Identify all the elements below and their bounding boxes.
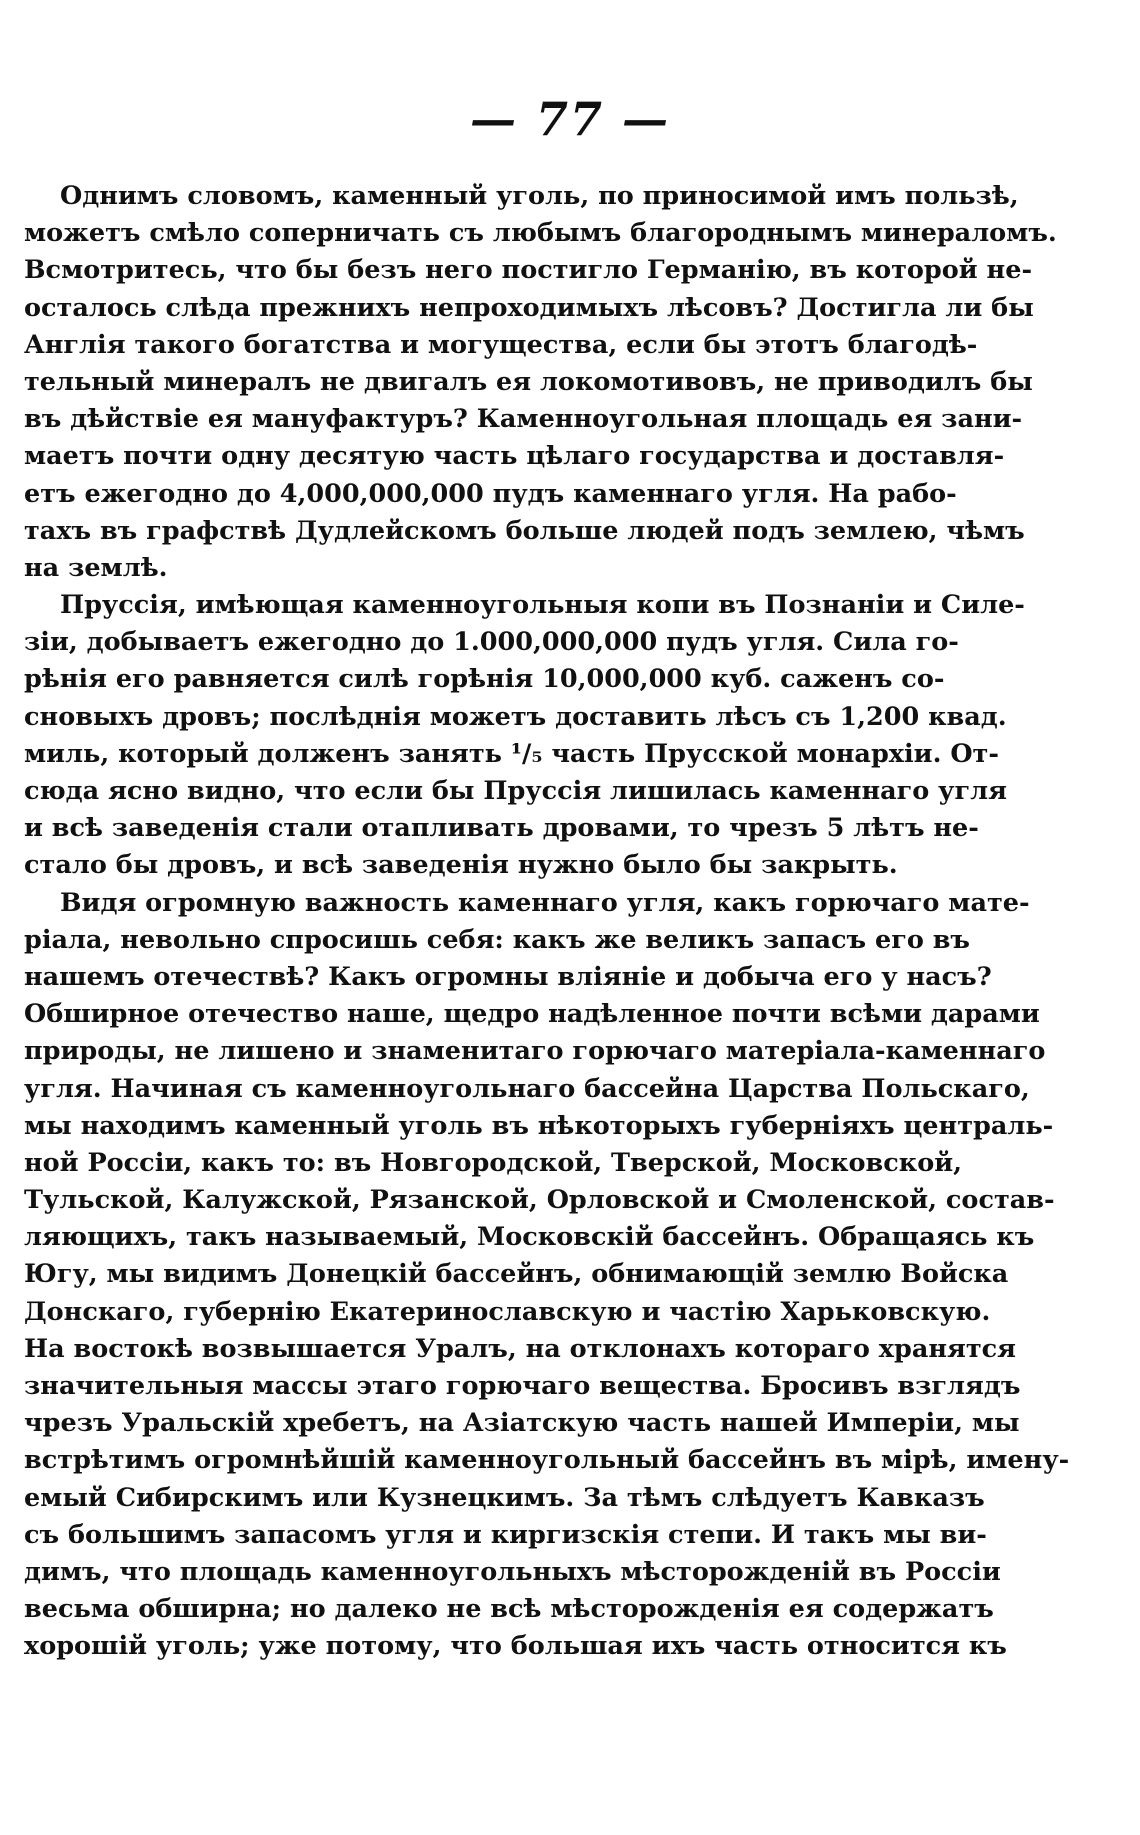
text-line: На востокѣ возвышается Уралъ, на отклонахъ котораго хранятся: [24, 1333, 1017, 1364]
text-line: хорошій уголь; уже потому, что большая ихъ часть относится къ: [24, 1631, 1007, 1662]
text-line: Обширное отечество наше, щедро надѣленное почти всѣми дарами: [24, 999, 1040, 1030]
text-line: ной Россіи, какъ то: въ Новгородской, Тверской, Московской,: [24, 1147, 963, 1178]
text-line: рѣнія его равняется силѣ горѣнія 10,000,000 куб. саженъ со-: [24, 664, 945, 695]
text-line: Пруссія, имѣющая каменноугольныя копи въ Познаніи и Силе-: [60, 590, 1025, 621]
text-line: миль, который долженъ занять ¹/₅ часть Прусской монархіи. От-: [24, 738, 999, 769]
text-line: весьма обширна; но далеко не всѣ мѣсторожденія ея содержатъ: [24, 1594, 994, 1625]
paragraph: [24, 885, 1070, 1666]
text-line: съ большимъ запасомъ угля и киргизскія степи. И такъ мы ви-: [24, 1519, 987, 1550]
text-line: ріала, невольно спросишь себя: какъ же великъ запасъ его въ: [24, 924, 970, 955]
text-line: Однимъ словомъ, каменный уголь, по приносимой имъ пользѣ,: [60, 181, 1019, 211]
text-line: встрѣтимъ огромнѣйшій каменноугольный бассейнъ въ мірѣ, имену-: [24, 1445, 1070, 1476]
text-line: сюда ясно видно, что если бы Пруссія лишилась каменнаго угля: [24, 776, 1007, 806]
text-line: въ дѣйствіе ея мануфактуръ? Каменноугольная площадь ея зани-: [24, 404, 1023, 435]
text-line: значительныя массы этаго горючаго вещества. Бросивъ взглядъ: [24, 1371, 1021, 1401]
text-line: маетъ почти одну десятую часть цѣлаго государства и доставля-: [24, 441, 1005, 472]
text-line: и всѣ заведенія стали отапливать дровами, то чрезъ 5 лѣтъ не-: [24, 813, 979, 844]
text-line: нашемъ отечествѣ? Какъ огромны вліяніе и добыча его у насъ?: [24, 961, 992, 992]
text-line: на землѣ.: [24, 552, 168, 583]
text-line: Югу, мы видимъ Донецкій бассейнъ, обнимающій землю Войска: [24, 1259, 1009, 1290]
text-line: чрезъ Уральскій хребетъ, на Азіатскую часть нашей Имперіи, мы: [24, 1408, 1020, 1439]
text-line: емый Сибирскимъ или Кузнецкимъ. За тѣмъ слѣдуетъ Кавказъ: [24, 1482, 985, 1513]
text-line: Донскаго, губернію Екатеринославскую и частію Харьковскую.: [24, 1296, 991, 1327]
text-line: зіи, добываетъ ежегодно до 1.000,000,000 пудъ угля. Сила го-: [24, 627, 959, 658]
page-number: — 77 —: [469, 92, 671, 146]
text-line: стало бы дровъ, и всѣ заведенія нужно было бы закрыть.: [24, 850, 898, 881]
body-text: [24, 178, 1070, 1666]
paragraph: [24, 587, 1025, 885]
text-line: угля. Начиная съ каменноугольнаго бассейна Царства Польскаго,: [24, 1073, 1030, 1104]
text-line: можетъ смѣло соперничать съ любымъ благороднымъ минераломъ.: [24, 218, 1057, 249]
text-line: Всмотритесь, что бы безъ него постигло Германію, въ которой не-: [24, 255, 1033, 286]
text-line: тахъ въ графствѣ Дудлейскомъ больше людей подъ землею, чѣмъ: [24, 515, 1025, 546]
text-line: етъ ежегодно до 4,000,000,000 пудъ каменнаго угля. На рабо-: [24, 478, 957, 509]
text-line: Англія такого богатства и могущества, если бы этотъ благодѣ-: [24, 329, 978, 360]
text-line: сновыхъ дровъ; послѣднія можетъ доставить лѣсъ съ 1,200 квад.: [24, 701, 1007, 732]
text-line: природы, не лишено и знаменитаго горючаго матеріала-каменнаго: [24, 1036, 1046, 1067]
text-line: Видя огромную важность каменнаго угля, какъ горючаго мате-: [60, 887, 1030, 918]
text-line: Тульской, Калужской, Рязанской, Орловской и Смоленской, состав-: [24, 1185, 1055, 1216]
text-line: мы находимъ каменный уголь въ нѣкоторыхъ губерніяхъ централь-: [24, 1110, 1054, 1141]
text-line: тельный минералъ не двигалъ ея локомотивовъ, не приводилъ бы: [24, 366, 1033, 397]
paragraph: [24, 178, 1057, 587]
text-line: ляющихъ, такъ называемый, Московскій бассейнъ. Обращаясь къ: [24, 1222, 1035, 1253]
text-line: димъ, что площадь каменноугольныхъ мѣсторожденій въ Россіи: [24, 1556, 1001, 1587]
text-line: осталось слѣда прежнихъ непроходимыхъ лѣсовъ? Достигла ли бы: [24, 292, 1034, 323]
